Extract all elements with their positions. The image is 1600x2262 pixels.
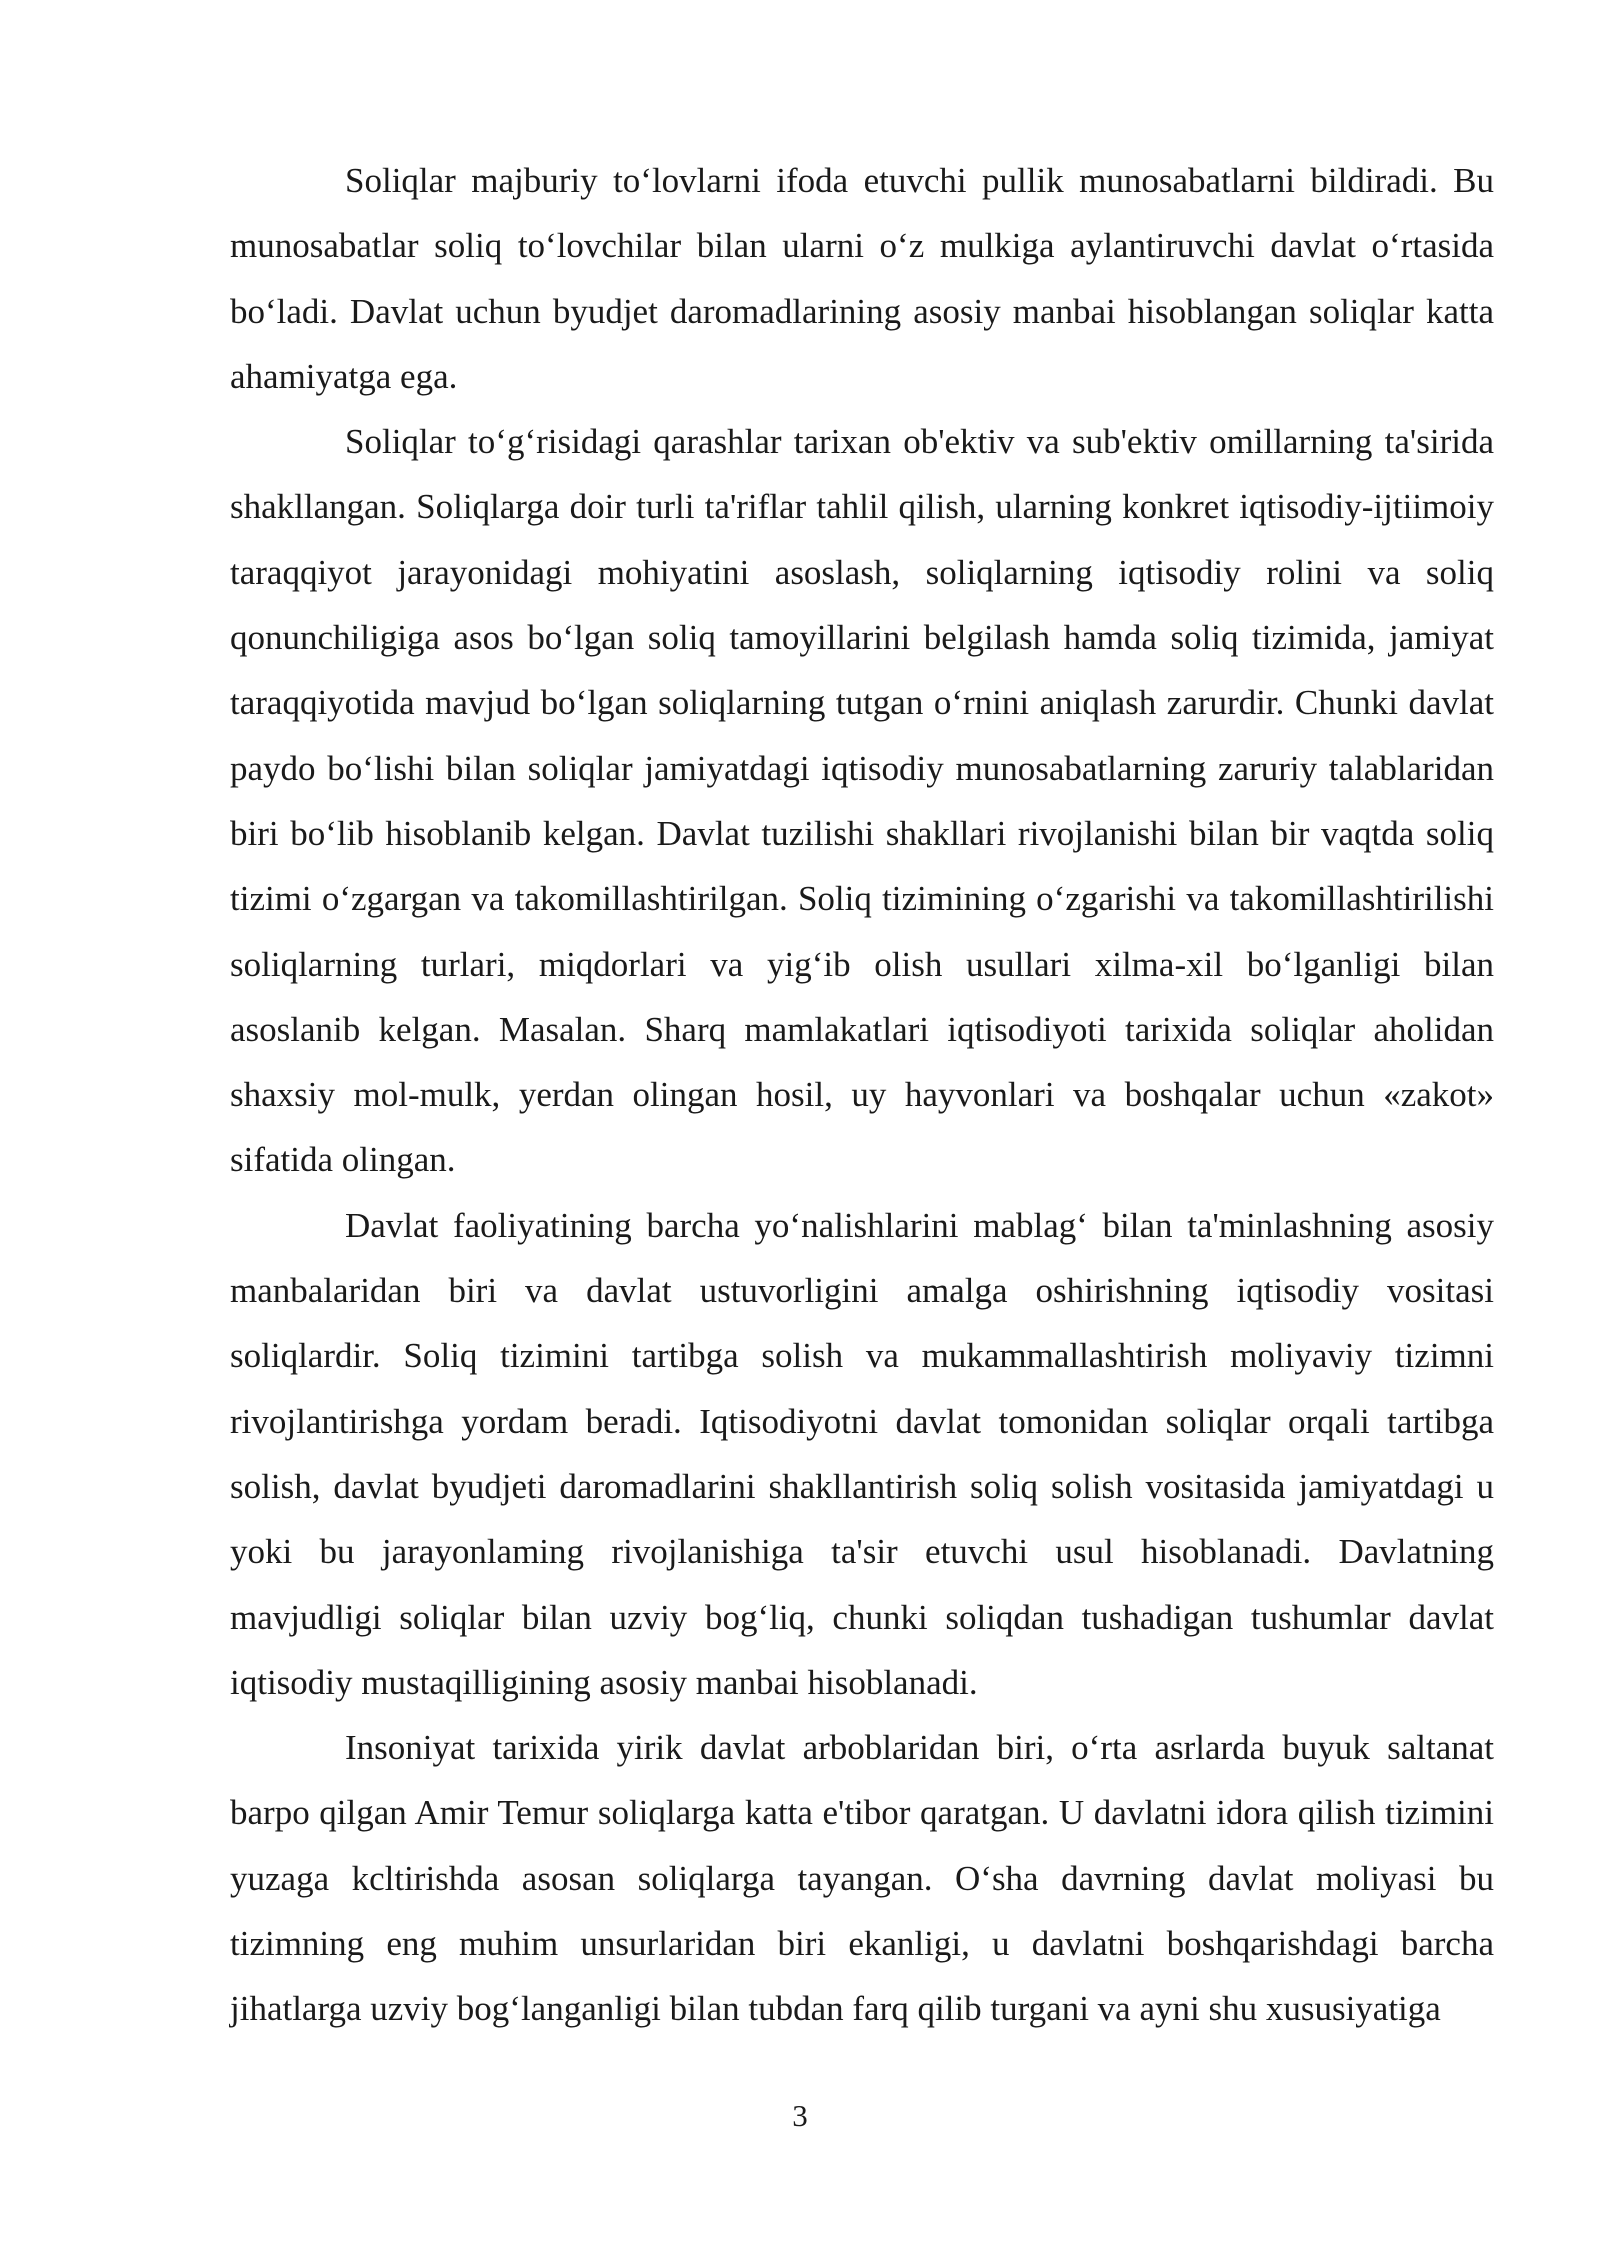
body-text <box>230 148 1494 2042</box>
paragraph-2: Soliqlar to‘g‘risidagi qarashlar tarixan ob'ektiv va sub'ektiv omillarning ta'sirida shakllangan. Soliqlarga doir turli ta'riflar tahlil qilish, ularning konkret iqtisodiy-ijtiimoiy taraqqiyot jarayonidagi mohiyatini asoslash, soliqlarning iqtisodiy rolini va soliq qonunchiligiga asos bo‘lgan soliq tamoyillarini belgilash hamda soliq tizimida, jamiyat taraqqiyotida mavjud bo‘lgan soliqlarning tutgan o‘rnini aniqlash zarurdir. Chunki davlat paydo bo‘lishi bilan soliqlar jamiyatdagi iqtisodiy munosabatlarning zaruriy talablaridan biri bo‘lib hisoblanib kelgan. Davlat tuzilishi shakllari rivojlanishi bilan bir vaqtda soliq tizimi o‘zgargan va takomillashtirilgan. Soliq tizimining o‘zgarishi va takomillashtirilishi soliqlarning turlari, miqdorlari va yig‘ib olish usullari xilma-xil bo‘lganligi bilan asoslanib kelgan. Masalan. Sharq mamlakatlari iqtisodiyoti tarixida soliqlar aholidan shaxsiy mol-mulk, yerdan olingan hosil, uy hayvonlari va boshqalar uchun «zakot» sifatida olingan. <box>230 422 1494 1180</box>
paragraph-3: Davlat faoliyatining barcha yo‘nalishlarini mablag‘ bilan ta'minlashning asosiy manbalaridan biri va davlat ustuvorligini amalga oshirishning iqtisodiy vositasi soliqlardir. Soliq tizimini tartibga solish va mukammallashtirish moliyaviy tizimni rivojlantirishga yordam beradi. Iqtisodiyotni davlat tomonidan soliqlar orqali tartibga solish, davlat byudjeti daromadlarini shakllantirish soliq solish vositasida jamiyatdagi u yoki bu jarayonlaming rivojlanishiga ta'sir etuvchi usul hisoblanadi. Davlatning mavjudligi soliqlar bilan uzviy bog‘liq, chunki soliqdan tushadigan tushumlar davlat iqtisodiy mustaqilligining asosiy manbai hisoblanadi. <box>230 1205 1494 1702</box>
paragraph-1: Soliqlar majburiy to‘lovlarni ifoda etuvchi pullik munosabatlarni bildiradi. Bu munosabatlar soliq to‘lovchilar bilan ularni o‘z mulkiga aylantiruvchi davlat o‘rtasida bo‘ladi. Davlat uchun byudjet daromadlarining asosiy manbai hisoblangan soliqlar katta ahamiyatga ega. <box>230 161 1494 396</box>
page-number: 3 <box>792 2098 808 2133</box>
paragraph-4: Insoniyat tarixida yirik davlat arboblaridan biri, o‘rta asrlarda buyuk saltanat barpo qilgan Amir Temur soliqlarga katta e'tibor qaratgan. U davlatni idora qilish tizimini yuzaga kcltirishda asosan soliqlarga tayangan. O‘sha davrning davlat moliyasi bu tizimning eng muhim unsurlaridan biri ekanligi, u davlatni boshqarishdagi barcha jihatlarga uzviy bog‘langanligi bilan tubdan farq qilib turgani va ayni shu xususiyatiga <box>230 1728 1494 2029</box>
